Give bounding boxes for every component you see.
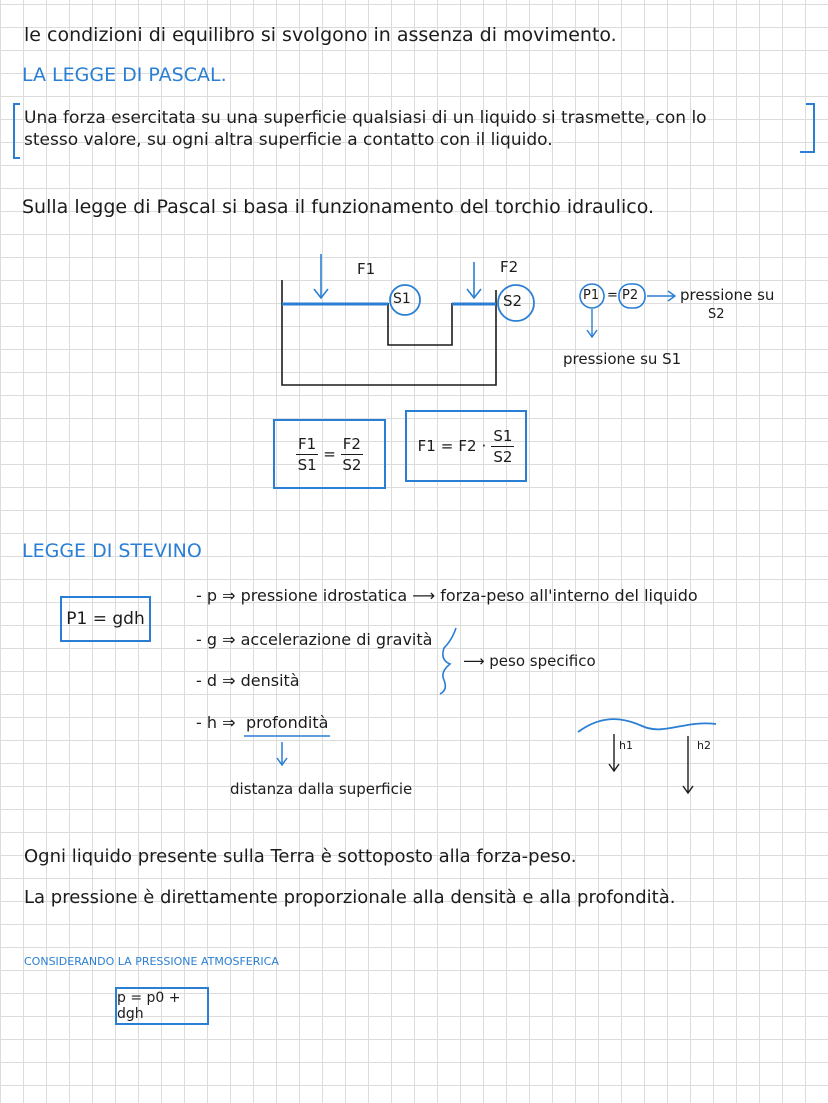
stevino-item-g: - g ⇒ accelerazione di gravità bbox=[196, 630, 433, 649]
pascal-title: LA LEGGE DI PASCAL. bbox=[22, 64, 227, 86]
label-pressione-su-s1: pressione su S1 bbox=[563, 350, 682, 368]
stevino-item-d: - d ⇒ densità bbox=[196, 671, 300, 690]
formula2-s1: S1 bbox=[493, 426, 513, 445]
label-p1: P1 bbox=[583, 288, 600, 303]
pascal-definition-line2: stesso valore, su ogni altra superficie a contatto con il liquido. bbox=[24, 130, 553, 150]
label-h1: h1 bbox=[619, 739, 633, 752]
formula1-s2: S2 bbox=[342, 455, 362, 474]
pascal-definition-line1: Una forza esercitata su una superficie qualsiasi di un liquido si trasmette, con lo bbox=[24, 108, 707, 128]
formula1-s1: S1 bbox=[297, 455, 317, 474]
stevino-title: LEGGE DI STEVINO bbox=[22, 540, 202, 562]
formula2-f1: F1 bbox=[417, 437, 436, 455]
formula2-f2: F2 bbox=[458, 437, 477, 455]
stevino-item-p: - p ⇒ pressione idrostatica ⟶ forza-peso all'interno del liquido bbox=[196, 586, 698, 605]
torchio-line: Sulla legge di Pascal si basa il funzionamento del torchio idraulico. bbox=[22, 196, 655, 218]
label-s2: S2 bbox=[503, 292, 523, 310]
label-s2-under: S2 bbox=[708, 307, 725, 322]
label-p2: P2 bbox=[622, 288, 639, 303]
label-p-equals: = bbox=[607, 288, 618, 303]
label-f1: F1 bbox=[357, 260, 376, 278]
label-f2: F2 bbox=[500, 258, 519, 276]
label-h2: h2 bbox=[697, 739, 711, 752]
formula1-f1: F1 bbox=[298, 434, 317, 453]
label-pressione-su: pressione su bbox=[680, 286, 775, 304]
label-s1: S1 bbox=[393, 291, 411, 307]
peso-specifico-label: ⟶ peso specifico bbox=[463, 652, 596, 670]
formula2-equals: = bbox=[440, 437, 454, 455]
atmos-title: CONSIDERANDO LA PRESSIONE ATMOSFERICA bbox=[24, 955, 279, 968]
formula1-f2: F2 bbox=[342, 434, 361, 453]
intro-line: le condizioni di equilibro si svolgono in assenza di movimento. bbox=[24, 24, 617, 46]
formula1-equals: = bbox=[323, 445, 336, 463]
atmos-formula: p = p0 + dgh bbox=[117, 990, 181, 1022]
formula2-dot: · bbox=[481, 437, 487, 455]
note-forza-peso: Ogni liquido presente sulla Terra è sottoposto alla forza-peso. bbox=[24, 846, 577, 867]
distanza-label: distanza dalla superficie bbox=[230, 780, 413, 798]
atmos-formula-box bbox=[115, 987, 209, 1025]
stevino-item-h: - h ⇒ bbox=[196, 713, 236, 732]
note-proporzionale: La pressione è direttamente proporzionale alla densità e alla profondità. bbox=[24, 887, 676, 908]
formula2-s2: S2 bbox=[493, 447, 513, 466]
stevino-formula: P1 = gdh bbox=[66, 609, 145, 629]
profondita-label: profondità bbox=[246, 713, 329, 732]
